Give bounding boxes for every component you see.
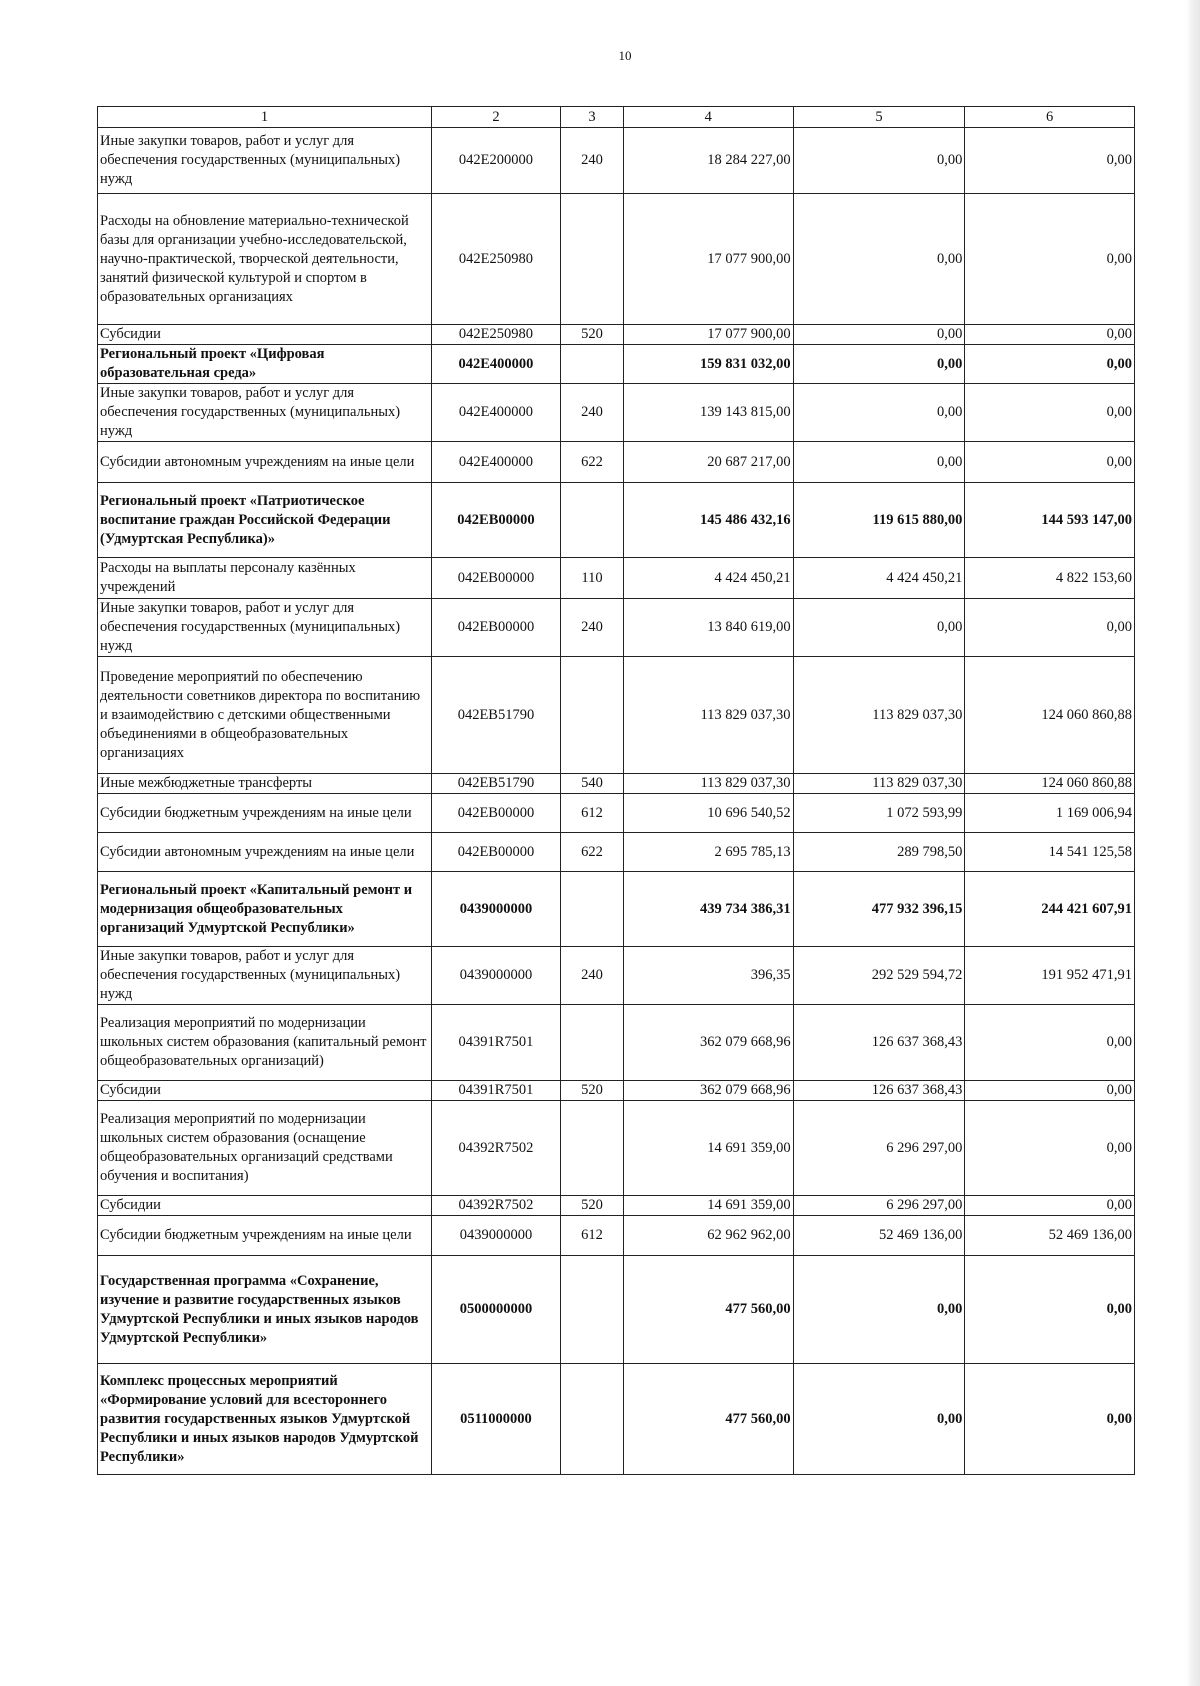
- row-expense-type: 520: [561, 1196, 624, 1216]
- row-name: Иные межбюджетные трансферты: [98, 774, 432, 794]
- row-name: Субсидии: [98, 325, 432, 345]
- row-name: Иные закупки товаров, работ и услуг для обеспечения государственных (муниципальных) нужд: [98, 947, 432, 1005]
- row-value-col4: 477 560,00: [623, 1364, 793, 1475]
- row-expense-type: 240: [561, 947, 624, 1005]
- row-name: Субсидии автономным учреждениям на иные цели: [98, 833, 432, 872]
- table-row: [98, 128, 1135, 194]
- table-row: [98, 1081, 1135, 1101]
- row-value-col4: 477 560,00: [623, 1256, 793, 1364]
- table-row: [98, 1005, 1135, 1081]
- row-code: 0439000000: [431, 1216, 560, 1256]
- row-value-col5: 0,00: [793, 1256, 965, 1364]
- row-value-col4: 396,35: [623, 947, 793, 1005]
- row-name: Региональный проект «Патриотическое воспитание граждан Российской Федерации (Удмуртская Республика)»: [98, 483, 432, 558]
- row-code: 042E250980: [431, 194, 560, 325]
- row-expense-type: [561, 483, 624, 558]
- row-value-col4: 13 840 619,00: [623, 599, 793, 657]
- table-row: [98, 1216, 1135, 1256]
- row-value-col4: 145 486 432,16: [623, 483, 793, 558]
- table-row: [98, 872, 1135, 947]
- row-value-col5: 0,00: [793, 128, 965, 194]
- row-name: Региональный проект «Капитальный ремонт и модернизация общеобразовательных организаций Удмуртской Республики»: [98, 872, 432, 947]
- row-name: Субсидии бюджетным учреждениям на иные цели: [98, 1216, 432, 1256]
- row-value-col4: 139 143 815,00: [623, 384, 793, 442]
- row-code: 042EB00000: [431, 794, 560, 833]
- row-expense-type: [561, 1005, 624, 1081]
- scan-edge: [1186, 0, 1200, 1686]
- row-code: 04391R7501: [431, 1005, 560, 1081]
- table-row: [98, 833, 1135, 872]
- row-value-col5: 292 529 594,72: [793, 947, 965, 1005]
- row-value-col5: 289 798,50: [793, 833, 965, 872]
- row-code: 0500000000: [431, 1256, 560, 1364]
- table-row: [98, 794, 1135, 833]
- row-code: 04392R7502: [431, 1196, 560, 1216]
- table-row: [98, 1101, 1135, 1196]
- row-expense-type: [561, 194, 624, 325]
- row-expense-type: [561, 345, 624, 384]
- row-value-col6: 0,00: [965, 599, 1135, 657]
- row-name: Субсидии: [98, 1196, 432, 1216]
- row-expense-type: 240: [561, 128, 624, 194]
- row-code: 0511000000: [431, 1364, 560, 1475]
- row-value-col5: 113 829 037,30: [793, 774, 965, 794]
- row-value-col6: 244 421 607,91: [965, 872, 1135, 947]
- header-cell: 3: [561, 107, 624, 128]
- row-value-col5: 0,00: [793, 325, 965, 345]
- table-row: [98, 657, 1135, 774]
- row-expense-type: [561, 1364, 624, 1475]
- row-code: 042EB51790: [431, 657, 560, 774]
- row-value-col5: 6 296 297,00: [793, 1101, 965, 1196]
- row-value-col6: 52 469 136,00: [965, 1216, 1135, 1256]
- row-value-col5: 0,00: [793, 1364, 965, 1475]
- row-expense-type: [561, 872, 624, 947]
- row-code: 042E400000: [431, 442, 560, 483]
- row-expense-type: [561, 1101, 624, 1196]
- row-name: Комплекс процессных мероприятий «Формирование условий для всестороннего развития государственных языков Удмуртской Республики и иных языков народов Удмуртской Республики»: [98, 1364, 432, 1475]
- row-name: Иные закупки товаров, работ и услуг для обеспечения государственных (муниципальных) нужд: [98, 599, 432, 657]
- table-row: [98, 558, 1135, 599]
- row-name: Проведение мероприятий по обеспечению деятельности советников директора по воспитанию и взаимодействию с детскими общественными объединениями в общеобразовательных организациях: [98, 657, 432, 774]
- page-number: 10: [618, 48, 632, 63]
- row-expense-type: 240: [561, 599, 624, 657]
- row-name: Расходы на выплаты персоналу казённых учреждений: [98, 558, 432, 599]
- row-value-col5: 0,00: [793, 384, 965, 442]
- row-value-col5: 0,00: [793, 345, 965, 384]
- row-value-col6: 0,00: [965, 345, 1135, 384]
- table-row: [98, 774, 1135, 794]
- row-value-col5: 113 829 037,30: [793, 657, 965, 774]
- row-value-col5: 52 469 136,00: [793, 1216, 965, 1256]
- row-name: Реализация мероприятий по модернизации школьных систем образования (капитальный ремонт общеобразовательных организаций): [98, 1005, 432, 1081]
- row-expense-type: 540: [561, 774, 624, 794]
- row-code: 042EB00000: [431, 558, 560, 599]
- row-name: Субсидии: [98, 1081, 432, 1101]
- row-code: 042E200000: [431, 128, 560, 194]
- row-value-col5: 0,00: [793, 442, 965, 483]
- row-value-col4: 62 962 962,00: [623, 1216, 793, 1256]
- row-value-col5: 6 296 297,00: [793, 1196, 965, 1216]
- row-value-col6: 144 593 147,00: [965, 483, 1135, 558]
- row-value-col4: 113 829 037,30: [623, 774, 793, 794]
- row-value-col6: 124 060 860,88: [965, 657, 1135, 774]
- row-name: Иные закупки товаров, работ и услуг для обеспечения государственных (муниципальных) нужд: [98, 384, 432, 442]
- row-name: Государственная программа «Сохранение, изучение и развитие государственных языков Удмуртской Республики и иных языков народов Удмуртской Республики»: [98, 1256, 432, 1364]
- row-name: Реализация мероприятий по модернизации школьных систем образования (оснащение общеобразовательных организаций средствами обучения и воспитания): [98, 1101, 432, 1196]
- row-name: Иные закупки товаров, работ и услуг для обеспечения государственных (муниципальных) нужд: [98, 128, 432, 194]
- row-code: 042EB51790: [431, 774, 560, 794]
- table-row: [98, 947, 1135, 1005]
- row-value-col4: 113 829 037,30: [623, 657, 793, 774]
- header-cell: 2: [431, 107, 560, 128]
- row-value-col6: 0,00: [965, 1196, 1135, 1216]
- row-name: Субсидии автономным учреждениям на иные цели: [98, 442, 432, 483]
- row-value-col4: 439 734 386,31: [623, 872, 793, 947]
- row-code: 0439000000: [431, 872, 560, 947]
- table-row: [98, 442, 1135, 483]
- row-expense-type: [561, 657, 624, 774]
- row-value-col6: 0,00: [965, 194, 1135, 325]
- row-value-col5: 1 072 593,99: [793, 794, 965, 833]
- row-value-col6: 0,00: [965, 442, 1135, 483]
- header-cell: 6: [965, 107, 1135, 128]
- row-value-col4: 18 284 227,00: [623, 128, 793, 194]
- row-value-col5: 126 637 368,43: [793, 1081, 965, 1101]
- table-row: [98, 483, 1135, 558]
- row-value-col5: 119 615 880,00: [793, 483, 965, 558]
- row-value-col6: 191 952 471,91: [965, 947, 1135, 1005]
- table-row: [98, 1196, 1135, 1216]
- row-expense-type: 520: [561, 325, 624, 345]
- budget-table: [97, 106, 1135, 1475]
- table-row: [98, 599, 1135, 657]
- row-expense-type: 520: [561, 1081, 624, 1101]
- row-value-col5: 477 932 396,15: [793, 872, 965, 947]
- header-cell: 1: [98, 107, 432, 128]
- row-name: Расходы на обновление материально-технической базы для организации учебно-исследовательской, научно-практической, творческой деятельности, занятий физической культурой и спортом в образовательных организациях: [98, 194, 432, 325]
- table-row: [98, 384, 1135, 442]
- row-value-col4: 362 079 668,96: [623, 1005, 793, 1081]
- row-value-col4: 4 424 450,21: [623, 558, 793, 599]
- row-expense-type: 622: [561, 833, 624, 872]
- row-value-col4: 14 691 359,00: [623, 1196, 793, 1216]
- row-value-col4: 362 079 668,96: [623, 1081, 793, 1101]
- row-value-col6: 0,00: [965, 1005, 1135, 1081]
- header-cell: 5: [793, 107, 965, 128]
- table-row: [98, 194, 1135, 325]
- row-name: Субсидии бюджетным учреждениям на иные цели: [98, 794, 432, 833]
- row-expense-type: 612: [561, 1216, 624, 1256]
- row-expense-type: 240: [561, 384, 624, 442]
- row-value-col4: 17 077 900,00: [623, 194, 793, 325]
- row-value-col6: 0,00: [965, 1364, 1135, 1475]
- row-code: 042E400000: [431, 384, 560, 442]
- row-value-col6: 0,00: [965, 1256, 1135, 1364]
- row-value-col5: 0,00: [793, 194, 965, 325]
- table-row: [98, 325, 1135, 345]
- row-value-col5: 126 637 368,43: [793, 1005, 965, 1081]
- row-code: 042EB00000: [431, 599, 560, 657]
- row-code: 04391R7501: [431, 1081, 560, 1101]
- row-code: 042EB00000: [431, 483, 560, 558]
- table-row: [98, 1364, 1135, 1475]
- row-value-col4: 20 687 217,00: [623, 442, 793, 483]
- row-code: 042EB00000: [431, 833, 560, 872]
- table-row: [98, 1256, 1135, 1364]
- row-value-col4: 2 695 785,13: [623, 833, 793, 872]
- row-value-col6: 0,00: [965, 1101, 1135, 1196]
- row-value-col5: 0,00: [793, 599, 965, 657]
- row-expense-type: 110: [561, 558, 624, 599]
- row-value-col6: 14 541 125,58: [965, 833, 1135, 872]
- row-value-col6: 0,00: [965, 384, 1135, 442]
- row-value-col6: 1 169 006,94: [965, 794, 1135, 833]
- row-code: 04392R7502: [431, 1101, 560, 1196]
- row-value-col6: 0,00: [965, 128, 1135, 194]
- row-code: 042E400000: [431, 345, 560, 384]
- row-value-col6: 0,00: [965, 1081, 1135, 1101]
- row-value-col6: 0,00: [965, 325, 1135, 345]
- row-value-col4: 14 691 359,00: [623, 1101, 793, 1196]
- header-cell: 4: [623, 107, 793, 128]
- row-value-col5: 4 424 450,21: [793, 558, 965, 599]
- header-row: [98, 107, 1135, 128]
- row-value-col4: 159 831 032,00: [623, 345, 793, 384]
- table-row: [98, 345, 1135, 384]
- row-name: Региональный проект «Цифровая образовательная среда»: [98, 345, 432, 384]
- row-value-col6: 124 060 860,88: [965, 774, 1135, 794]
- row-value-col4: 17 077 900,00: [623, 325, 793, 345]
- row-value-col6: 4 822 153,60: [965, 558, 1135, 599]
- row-code: 042E250980: [431, 325, 560, 345]
- row-value-col4: 10 696 540,52: [623, 794, 793, 833]
- row-expense-type: 622: [561, 442, 624, 483]
- row-expense-type: 612: [561, 794, 624, 833]
- row-code: 0439000000: [431, 947, 560, 1005]
- row-expense-type: [561, 1256, 624, 1364]
